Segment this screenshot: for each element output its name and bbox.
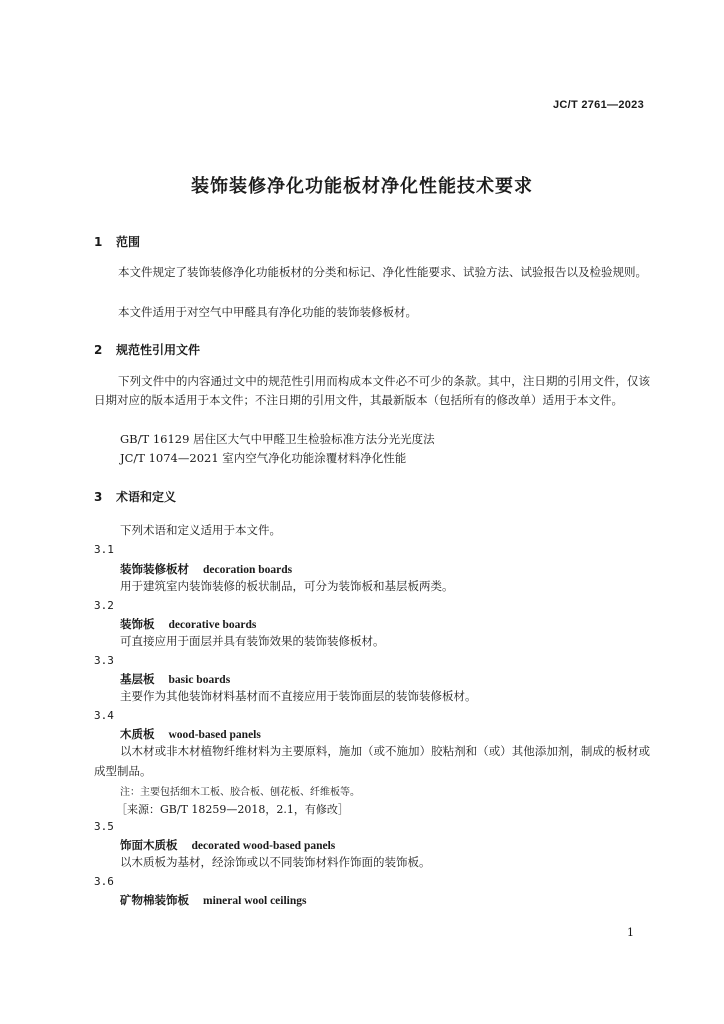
term-chinese: 基层板	[120, 672, 155, 686]
term-definition: 可直接应用于面层并具有装饰效果的装饰装修板材。	[120, 634, 385, 648]
normative-reference: JC/T 1074—2021 室内空气净化功能涂覆材料净化性能	[120, 451, 407, 465]
term-entry	[120, 892, 307, 908]
page-number: 1	[627, 926, 634, 939]
term-chinese: 木质板	[120, 727, 155, 741]
term-entry	[120, 671, 230, 687]
section-3-heading	[94, 488, 176, 505]
term-english: decoration boards	[203, 564, 293, 576]
clause-number: 3.1	[94, 543, 114, 556]
section-title: 术语和定义	[116, 490, 177, 504]
term-entry	[120, 726, 261, 742]
term-english: decorated wood-based panels	[191, 840, 336, 852]
term-chinese: 饰面木质板	[120, 838, 178, 852]
section-1-heading	[94, 233, 140, 250]
section-title: 范围	[116, 235, 141, 249]
normative-reference: GB/T 16129 居住区大气中甲醛卫生检验标准方法分光光度法	[120, 432, 435, 446]
section-number: 3	[94, 490, 103, 504]
section-number: 1	[94, 235, 103, 249]
section-number: 2	[94, 343, 103, 357]
term-english: mineral wool ceilings	[203, 895, 307, 907]
section-title: 规范性引用文件	[116, 343, 201, 357]
term-english: decorative boards	[168, 619, 257, 631]
term-definition: 以木质板为基材，经涂饰或以不同装饰材料作饰面的装饰板。	[120, 855, 431, 869]
term-entry	[120, 837, 335, 853]
term-definition: 用于建筑室内装饰装修的板状制品，可分为装饰板和基层板两类。	[120, 579, 454, 593]
standard-code: JC/T 2761—2023	[552, 99, 644, 111]
clause-number: 3.4	[94, 709, 114, 722]
term-english: basic boards	[168, 674, 231, 686]
term-chinese: 装饰装修板材	[120, 562, 189, 576]
clause-number: 3.2	[94, 599, 114, 612]
clause-number: 3.5	[94, 820, 114, 833]
term-source: ［来源：GB/T 18259—2018，2.1，有修改］	[116, 803, 349, 816]
clause-number: 3.6	[94, 875, 114, 888]
term-entry	[120, 561, 292, 577]
clause-number: 3.3	[94, 654, 114, 667]
term-chinese: 矿物棉装饰板	[120, 893, 189, 907]
section-3-intro: 下列术语和定义适用于本文件。	[120, 523, 281, 537]
section-1-paragraph: 本文件规定了装饰装修净化功能板材的分类和标记、净化性能要求、试验方法、试验报告以及检验规则。	[118, 265, 647, 279]
term-definition: 主要作为其他装饰材料基材而不直接应用于装饰面层的装饰装修板材。	[120, 689, 477, 703]
term-chinese: 装饰板	[120, 617, 155, 631]
page-title: 装饰装修净化功能板材净化性能技术要求	[191, 176, 533, 197]
term-entry	[120, 616, 256, 632]
section-1-paragraph: 本文件适用于对空气中甲醛具有净化功能的装饰装修板材。	[118, 305, 417, 319]
section-2-heading	[94, 341, 200, 358]
term-english: wood-based panels	[168, 729, 261, 741]
term-definition: 以木材或非木材植物纤维材料为主要原料，施加（或不施加）胶粘剂和（或）其他添加剂，制成的板材或成型制品。	[94, 744, 650, 778]
section-2-paragraph: 下列文件中的内容通过文中的规范性引用而构成本文件必不可少的条款。其中，注日期的引用文件，仅该日期对应的版本适用于本文件；不注日期的引用文件，其最新版本（包括所有的修改单）适用于本文件。	[94, 374, 650, 407]
term-note: 注：主要包括细木工板、胶合板、刨花板、纤维板等。	[120, 787, 360, 798]
